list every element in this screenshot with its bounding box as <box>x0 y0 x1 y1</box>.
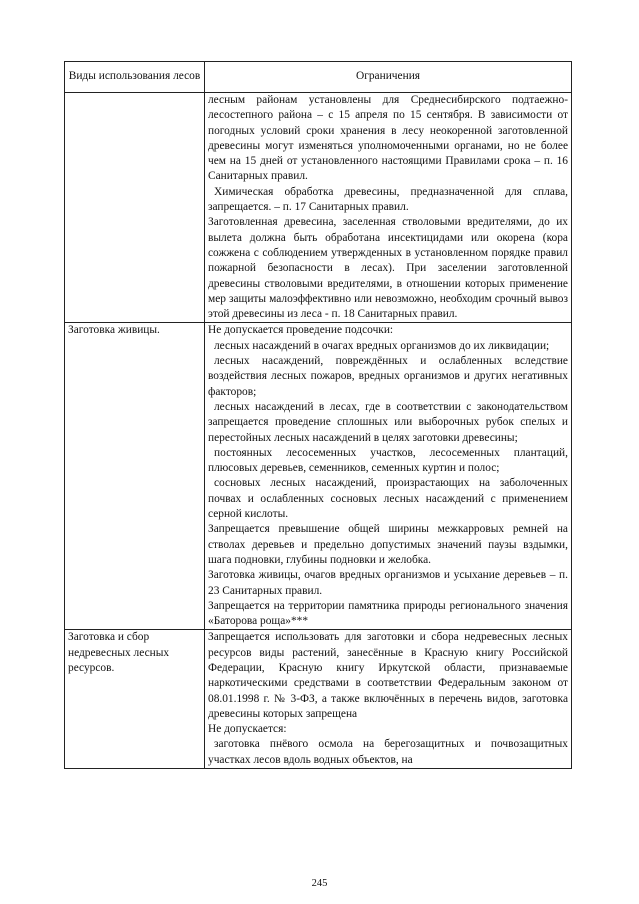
restriction-paragraph: лесных насаждений в очагах вредных организмов до их ликвидации; <box>214 339 550 352</box>
restriction-paragraph: лесным районам установлены для Среднесибирского подтаежно-лесостепного района – с 15 апреля по 15 сентября. В зависимости от погодных условий сроки хранения в лесу неокоренной заготовленной древесины могут изменяться уполномоченными органами, но не более чем на 15 дней от установленного настоящими Правилами срока – п. 16 Санитарных правил. <box>208 94 568 183</box>
restriction-paragraph: Запрещается использовать для заготовки и сбора недревесных лесных ресурсов виды растений, занесённые в Красную книгу Российской Федерации, Красную книгу Иркутской области, признаваемые наркотическими средствами в соответствии Федеральным законом от 08.01.1998 г. № 3-ФЗ, а также включённых в перечень видов, заготовка древесины которых запрещена <box>208 631 568 720</box>
restriction-paragraph: Химическая обработка древесины, предназначенной для сплава, запрещается. – п. 17 Санитарных правил. <box>208 185 568 214</box>
restriction-paragraph: Запрещается на территории памятника природы регионального значения «Баторова роща»*** <box>208 599 568 628</box>
restriction-paragraph: заготовка пнёвого осмола на берегозащитных и почвозащитных участках лесов вдоль водных объектов, на <box>208 738 568 766</box>
restriction-paragraph: Не допускается: <box>208 723 287 736</box>
row-restrictions <box>205 93 572 323</box>
table-row <box>65 630 572 769</box>
row-label <box>65 93 205 323</box>
header-restrictions: Ограничения <box>205 62 572 93</box>
restriction-paragraph: Не допускается проведение подсочки: <box>208 324 394 337</box>
row-restrictions <box>205 323 572 630</box>
restriction-paragraph: Заготовка живицы, очагов вредных организмов и усыхание деревьев – п. 23 Санитарных правил. <box>208 569 568 597</box>
restriction-paragraph: постоянных лесосеменных участков, лесосеменных плантаций, плюсовых деревьев, семенников, семенных куртин и полос; <box>208 446 568 475</box>
table-header-row <box>65 62 572 93</box>
row-label: Заготовка и сбор недревесных лесных ресурсов. <box>65 630 205 769</box>
table-row <box>65 93 572 323</box>
row-restrictions <box>205 630 572 769</box>
restriction-paragraph: лесных насаждений, повреждённых и ослабленных вследствие воздействия лесных пожаров, вредных организмов и других негативных факторов; <box>208 355 568 398</box>
page-number: 245 <box>311 878 328 889</box>
restriction-paragraph: лесных насаждений в лесах, где в соответствии с законодательством запрещается проведение сплошных или выборочных рубок спелых и перестойных лесных насаждений в целях заготовки древесины; <box>208 400 568 444</box>
row-label: Заготовка живицы. <box>65 323 205 630</box>
restrictions-table <box>64 61 572 769</box>
table-row <box>65 323 572 630</box>
header-forest-use-types: Виды использования лесов <box>65 62 205 93</box>
restriction-paragraph: Запрещается превышение общей ширины межкарровых ремней на стволах деревьев и предельно допустимых значений паузы вздымки, шага подновки, глубины подновки и желобка. <box>208 523 568 566</box>
restriction-paragraph: сосновых лесных насаждений, произрастающих на заболоченных почвах и ослабленных сосновых лесных насаждений с применением серной кислоты. <box>208 477 568 521</box>
restriction-paragraph: Заготовленная древесина, заселенная стволовыми вредителями, до их вылета должна быть обработана инсектицидами или окорена (кора сожжена с соблюдением утвержденных в установленном порядке правил пожарной безопасности в лесах). При заселении заготовленной древесины стволовыми вредителями, в отношении которых применение мер защиты малоэффективно или невозможно, необходим срочный вывоз этой древесины из леса - п. 18 Санитарных правил. <box>208 216 568 321</box>
